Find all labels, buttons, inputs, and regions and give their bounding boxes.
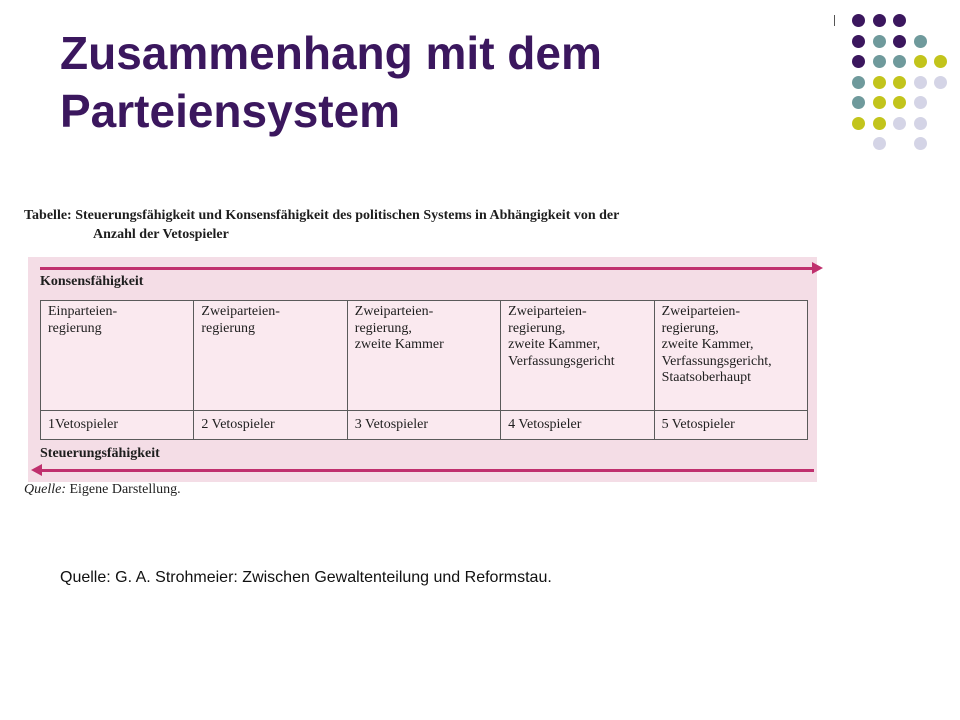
vetospieler-table <box>40 300 808 440</box>
divider-mark <box>834 15 835 26</box>
decorative-dot <box>934 55 947 68</box>
decorative-dot <box>852 96 865 109</box>
veto-count-1: 1Vetospieler <box>41 411 194 440</box>
decorative-dot <box>873 96 886 109</box>
table-caption <box>24 206 816 244</box>
veto-count-4: 4 Vetospieler <box>501 411 654 440</box>
arrow-left-steuerung <box>40 469 814 472</box>
label-konsensfaehigkeit: Konsensfähigkeit <box>40 274 144 289</box>
source-note: Quelle: G. A. Strohmeier: Zwischen Gewaltenteilung und Reformstau. <box>60 569 552 586</box>
table-row-veto-counts <box>41 411 808 440</box>
system-text-1: Einparteien- regierung <box>48 304 118 336</box>
decorative-dot <box>873 137 886 150</box>
decorative-dot <box>893 96 906 109</box>
decorative-dot <box>873 117 886 130</box>
decorative-dot <box>893 14 906 27</box>
table-background <box>28 257 817 482</box>
vetospieler-table-figure <box>24 200 824 505</box>
table-caption-line2: Anzahl der Vetospieler <box>93 227 229 242</box>
veto-count-2: 2 Vetospieler <box>194 411 347 440</box>
table-row-systems <box>41 301 808 411</box>
decorative-dot <box>852 117 865 130</box>
table-source <box>24 482 181 498</box>
decorative-dot <box>873 35 886 48</box>
system-text-4: Zweiparteien- regierung, zweite Kammer, Verfassungsgericht <box>508 304 615 369</box>
decorative-dot <box>914 96 927 109</box>
table-source-label: Quelle: <box>24 482 66 497</box>
system-text-2: Zweiparteien- regierung <box>201 304 280 336</box>
system-cell-4 <box>501 301 654 411</box>
arrow-right-konsens <box>40 267 814 270</box>
table-source-text: Eigene Darstellung. <box>65 482 181 497</box>
decorative-dot <box>914 35 927 48</box>
system-cell-3 <box>347 301 500 411</box>
slide-title: Zusammenhang mit dem Parteiensystem <box>60 27 602 137</box>
decorative-dot <box>914 55 927 68</box>
decorative-dot <box>873 55 886 68</box>
system-cell-2 <box>194 301 347 411</box>
decorative-dot <box>852 55 865 68</box>
system-text-5: Zweiparteien- regierung, zweite Kammer, Verfassungsgericht, Staatsoberhaupt <box>661 304 772 385</box>
decorative-dot <box>893 35 906 48</box>
decorative-dot <box>873 76 886 89</box>
table-caption-line1: Tabelle: Steuerungsfähigkeit und Konsensfähigkeit des politischen Systems in Abhängigkeit von der <box>24 208 620 223</box>
decorative-dot <box>852 35 865 48</box>
decorative-dot <box>852 76 865 89</box>
label-steuerungsfaehigkeit: Steuerungsfähigkeit <box>40 446 160 461</box>
decorative-dot <box>893 117 906 130</box>
veto-count-5: 5 Vetospieler <box>654 411 807 440</box>
system-cell-1 <box>41 301 194 411</box>
system-text-3: Zweiparteien- regierung, zweite Kammer <box>354 304 444 352</box>
decorative-dot <box>893 55 906 68</box>
decorative-dot-grid <box>852 14 952 154</box>
system-cell-5 <box>654 301 807 411</box>
decorative-dot <box>914 76 927 89</box>
decorative-dot <box>914 117 927 130</box>
veto-count-3: 3 Vetospieler <box>347 411 500 440</box>
decorative-dot <box>914 137 927 150</box>
decorative-dot <box>873 14 886 27</box>
decorative-dot <box>852 14 865 27</box>
decorative-dot <box>934 76 947 89</box>
decorative-dot <box>893 76 906 89</box>
